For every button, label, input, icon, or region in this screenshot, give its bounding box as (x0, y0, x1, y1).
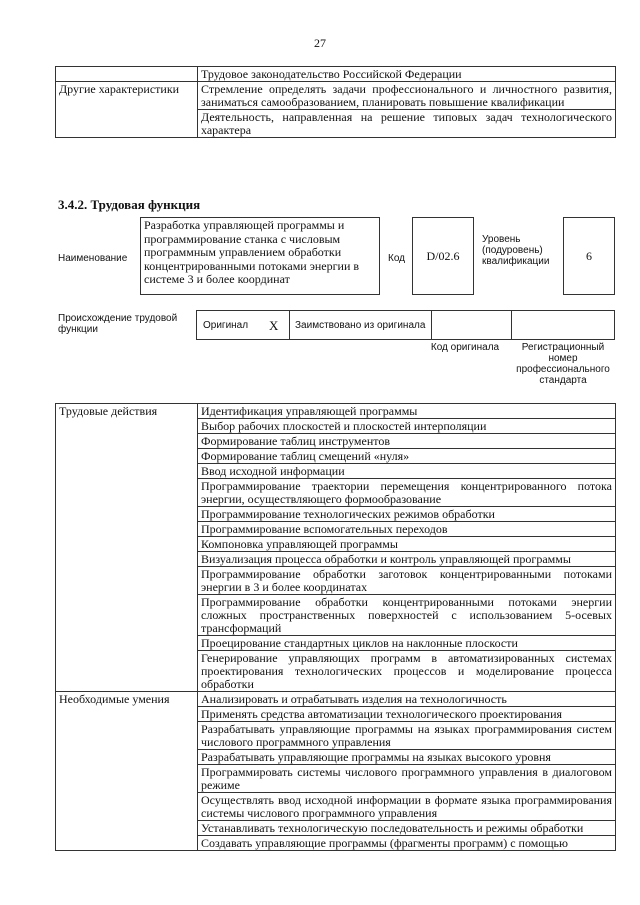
group-label-spacer (56, 507, 198, 522)
row-value: Стремление определять задачи профессионального и личностного развития, заниматься самообразованием, планировать повышение квалификации (198, 82, 616, 110)
row-label: Другие характеристики (56, 82, 198, 110)
group-label-spacer (56, 567, 198, 595)
code-value-box: D/02.6 (412, 217, 474, 295)
table-row (56, 692, 616, 707)
item-text: Выбор рабочих плоскостей и плоскостей интерполяции (198, 419, 616, 434)
table-row (56, 836, 616, 851)
divider (431, 311, 432, 339)
table-row (56, 750, 616, 765)
section-heading: 3.4.2. Трудовая функция (58, 197, 201, 212)
row-label (56, 110, 198, 138)
group-label-spacer (56, 419, 198, 434)
group-label-spacer (56, 651, 198, 692)
table-row (56, 449, 616, 464)
code-label: Код (388, 253, 406, 264)
table-row (56, 567, 616, 595)
row-value: Деятельность, направленная на решение типовых задач технологического характера (198, 110, 616, 138)
item-text: Осуществлять ввод исходной информации в формате языка программирования системы числового программного управления (198, 793, 616, 821)
group-label-spacer (56, 434, 198, 449)
table-row (56, 595, 616, 636)
item-text: Программирование технологических режимов обработки (198, 507, 616, 522)
table-row (56, 765, 616, 793)
table-row (56, 522, 616, 537)
item-text: Программирование траектории перемещения концентрированного потока энергии, осуществляющего формообразование (198, 479, 616, 507)
table-row (56, 479, 616, 507)
item-text: Проецирование стандартных циклов на наклонные плоскости (198, 636, 616, 651)
group-label-spacer (56, 595, 198, 636)
name-label: Наименование (58, 253, 128, 264)
origin-label: Происхождение трудовой функции (58, 313, 178, 335)
group-label-spacer (56, 479, 198, 507)
level-value-box: 6 (563, 217, 615, 295)
code-original-caption: Код оригинала (430, 342, 500, 353)
origin-box (196, 310, 615, 340)
table-row (56, 636, 616, 651)
group-label-spacer (56, 765, 198, 793)
group-label-spacer (56, 722, 198, 750)
item-text: Разрабатывать управляющие программы на языках программирования систем числового программного управления (198, 722, 616, 750)
table-row (56, 821, 616, 836)
item-text: Разрабатывать управляющие программы на языках высокого уровня (198, 750, 616, 765)
item-text: Программирование обработки концентрированными потоками энергии сложных пространственных поверхностей с использованием 5-осевых трансформаций (198, 595, 616, 636)
group-label-spacer (56, 449, 198, 464)
level-label: Уровень (подуровень) квалификации (482, 234, 550, 267)
group-label-spacer (56, 464, 198, 479)
item-text: Программирование вспомогательных переходов (198, 522, 616, 537)
group-label-spacer (56, 537, 198, 552)
divider (289, 311, 290, 339)
table-row (56, 82, 616, 110)
group-label-spacer (56, 836, 198, 851)
table-row (56, 404, 616, 419)
item-text: Применять средства автоматизации технологического проектирования (198, 707, 616, 722)
table-row (56, 722, 616, 750)
group-label: Необходимые умения (56, 692, 198, 707)
table-row (56, 793, 616, 821)
table-row (56, 537, 616, 552)
group-label-spacer (56, 821, 198, 836)
divider (511, 311, 512, 339)
table-row (56, 434, 616, 449)
item-text: Идентификация управляющей программы (198, 404, 616, 419)
table-row (56, 67, 616, 82)
borrowed-label: Заимствовано из оригинала (295, 320, 426, 331)
page-number: 27 (314, 36, 326, 50)
table-row (56, 707, 616, 722)
group-label-spacer (56, 636, 198, 651)
reg-number-caption: Регистрационный номер профессионального стандарта (516, 342, 610, 386)
group-label-spacer (56, 552, 198, 567)
original-mark: X (269, 318, 279, 333)
table-row (56, 507, 616, 522)
item-text: Программирование обработки заготовок концентрированными потоками энергии в 3 и более координатах (198, 567, 616, 595)
item-text: Анализировать и отрабатывать изделия на технологичность (198, 692, 616, 707)
item-text: Компоновка управляющей программы (198, 537, 616, 552)
table-row (56, 552, 616, 567)
item-text: Ввод исходной информации (198, 464, 616, 479)
table-row (56, 651, 616, 692)
item-text: Формирование таблиц смещений «нуля» (198, 449, 616, 464)
table-row (56, 110, 616, 138)
labor-actions-table (55, 403, 616, 851)
table-row (56, 419, 616, 434)
item-text: Генерирование управляющих программ в автоматизированных системах проектирования технологических процессов и моделирование процесса обработки (198, 651, 616, 692)
table-row (56, 464, 616, 479)
item-text: Устанавливать технологическую последовательность и режимы обработки (198, 821, 616, 836)
item-text: Создавать управляющие программы (фрагменты программ) с помощью (198, 836, 616, 851)
function-name-box: Разработка управляющей программы и программирование станка с числовым программным управлением обработки концентрированными потоками энергии в системе 3 и более координат (140, 217, 380, 295)
group-label: Трудовые действия (56, 404, 198, 419)
group-label-spacer (56, 522, 198, 537)
group-label-spacer (56, 793, 198, 821)
item-text: Визуализация процесса обработки и контроль управляющей программы (198, 552, 616, 567)
row-label (56, 67, 198, 82)
other-characteristics-table (55, 66, 616, 138)
item-text: Программировать системы числового программного управления в диалоговом режиме (198, 765, 616, 793)
item-text: Формирование таблиц инструментов (198, 434, 616, 449)
row-value: Трудовое законодательство Российской Федерации (198, 67, 616, 82)
original-label: Оригинал (203, 320, 249, 331)
group-label-spacer (56, 707, 198, 722)
group-label-spacer (56, 750, 198, 765)
